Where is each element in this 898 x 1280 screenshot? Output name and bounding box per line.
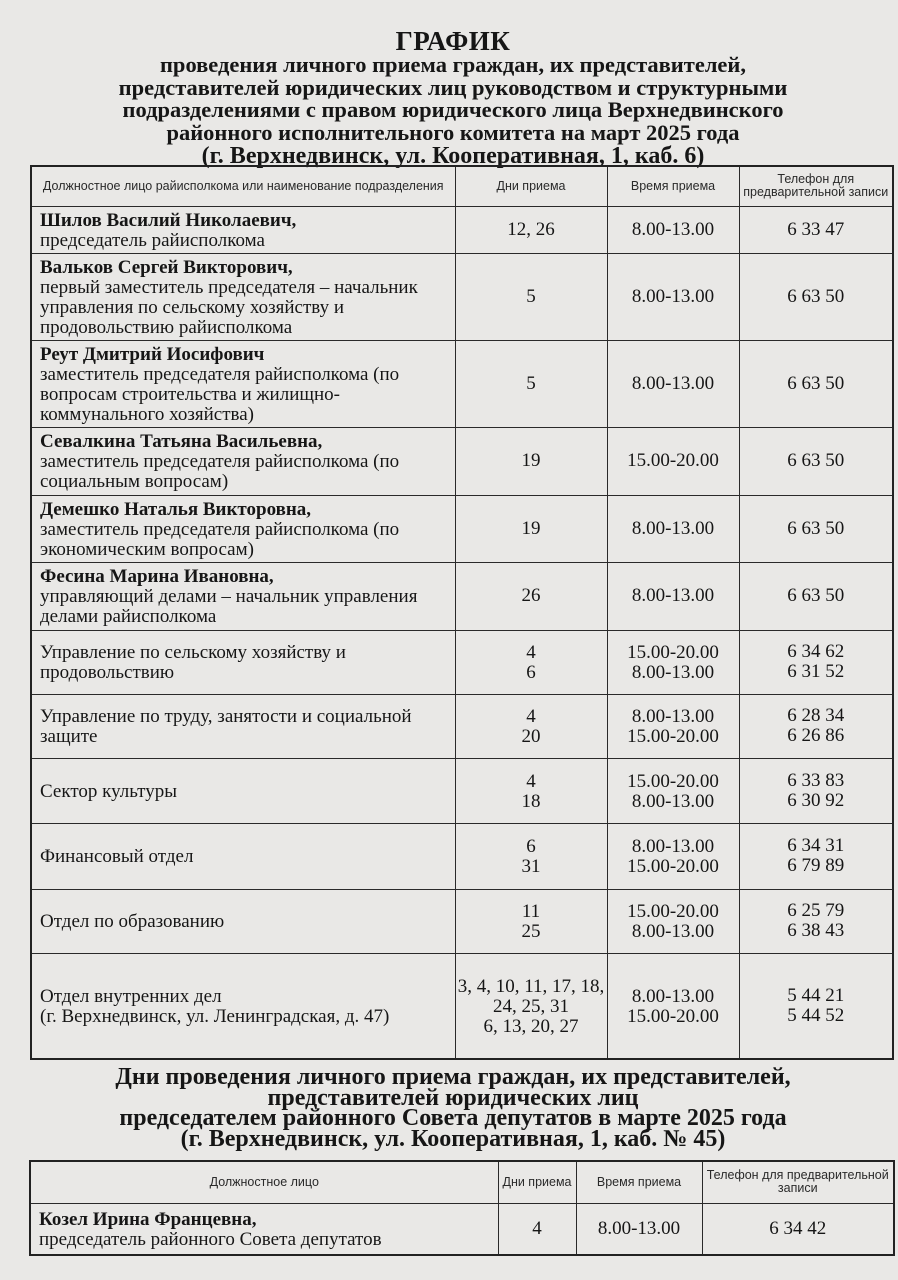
day-second: 25 [521,921,541,942]
person-name: Козел Ирина Францевна, [39,1208,257,1230]
title-line: председателем районного Совета депутатов в марте 2025 года [119,1105,787,1131]
department-row [31,694,893,758]
title-line: представителей юридических лиц [267,1084,639,1111]
table-row [31,206,893,253]
header-days: Дни приема [498,1161,576,1203]
days-cell [455,889,607,953]
days-cell: 5 [455,340,607,427]
phone-first: 6 34 62 [787,641,845,662]
day-first: 11 [521,901,541,922]
days-cell [455,694,607,758]
person-name: Вальков Сергей Викторович, [40,256,293,278]
time-cell: 15.00-20.00 [607,427,739,495]
person-cell [31,562,455,630]
time-first: 15.00-20.00 [627,642,719,663]
phone-first: 6 33 83 [787,769,845,791]
schedule-table [30,165,894,1060]
phone-second: 6 79 89 [787,855,845,876]
department-row [31,953,893,1059]
time-second: 8.00-13.00 [631,921,715,942]
person-cell [30,1203,498,1255]
time-first: 8.00-13.00 [631,706,715,727]
department-name: Управление по сельскому хозяйству и продовольствию [31,630,455,694]
table-row [31,427,893,495]
department-name: Сектор культуры [31,758,455,823]
phone-cell [739,758,893,823]
council-title [22,1064,884,1152]
phone-second: 6 30 92 [787,789,845,811]
table-row [31,562,893,630]
table-row [31,495,893,562]
phone-first: 6 34 31 [787,835,845,856]
time-cell: 8.00-13.00 [607,206,739,253]
person-role: управляющий делами – начальник управления делами райисполкома [40,586,418,627]
title-line: проведения личного приема граждан, их представителей, [159,52,747,77]
header-days: Дни приема [455,166,607,206]
time-second: 8.00-13.00 [631,662,715,683]
person-role: заместитель председателя райисполкома (по вопросам строительства и жилищно-коммунального хозяйства) [40,363,400,425]
person-name: Шилов Василий Николаевич, [40,209,297,231]
day-second: 31 [521,856,541,877]
department-name: Отдел внутренних дел [40,985,222,1007]
person-cell [31,206,455,253]
title-line: подразделениями с правом юридического лица Верхнедвинского [122,97,784,122]
time-cell [607,823,739,889]
schedule-title [22,28,884,168]
time-first: 8.00-13.00 [631,985,715,1007]
header-time: Время приема [576,1161,702,1203]
phone-cell: 6 63 50 [739,495,893,562]
header-time: Время приема [607,166,739,206]
phone-second: 5 44 52 [787,1004,845,1026]
person-role: первый заместитель председателя – начальник управления по сельскому хозяйству и продовольствию райисполкома [40,276,418,338]
department-row [31,889,893,953]
phone-first: 5 44 21 [787,984,845,1006]
title-address: (г. Верхнедвинск, ул. Кооперативная, 1, каб. 6) [201,143,705,169]
time-cell: 8.00-13.00 [607,340,739,427]
phone-second: 6 38 43 [787,920,845,941]
table-row [31,253,893,340]
time-cell: 8.00-13.00 [607,495,739,562]
days-cell [455,953,607,1059]
title-line: представителей юридических лиц руководством и структурными [118,74,788,100]
time-second: 15.00-20.00 [627,726,719,747]
days-cell: 26 [455,562,607,630]
title-address: (г. Верхнедвинск, ул. Кооперативная, 1, каб. № 45) [180,1125,726,1152]
days-second: 6, 13, 20, 27 [483,1015,579,1037]
table-row [31,340,893,427]
time-cell: 8.00-13.00 [576,1203,702,1255]
day-first: 4 [526,642,536,663]
time-cell: 8.00-13.00 [607,253,739,340]
day-second: 18 [521,790,541,812]
header-person: Должностное лицо райисполкома или наименование подразделения [31,166,455,206]
table-header-row [30,1161,894,1203]
department-row [31,758,893,823]
person-cell [31,340,455,427]
days-cell [455,758,607,823]
department-name: Финансовый отдел [31,823,455,889]
person-name: Фесина Марина Ивановна, [40,566,274,587]
phone-cell: 6 63 50 [739,253,893,340]
department-row [31,630,893,694]
time-cell [607,889,739,953]
time-first: 15.00-20.00 [627,770,719,792]
phone-cell: 6 63 50 [739,562,893,630]
person-role: председатель районного Совета депутатов [39,1228,382,1250]
days-cell: 19 [455,427,607,495]
days-cell: 19 [455,495,607,562]
day-first: 4 [526,770,536,792]
time-second: 15.00-20.00 [627,1005,719,1027]
time-first: 15.00-20.00 [627,901,719,922]
person-name: Демешко Наталья Викторовна, [40,498,312,520]
table-header-row [31,166,893,206]
days-cell: 4 [498,1203,576,1255]
days-cell: 12, 26 [455,206,607,253]
title-line: районного исполнительного комитета на март 2025 года [166,119,740,145]
person-cell [31,495,455,562]
department-row [31,823,893,889]
time-first: 8.00-13.00 [631,836,715,857]
person-role: заместитель председателя райисполкома (по социальным вопросам) [40,451,400,492]
time-cell: 8.00-13.00 [607,562,739,630]
phone-first: 6 28 34 [787,705,845,726]
header-person: Должностное лицо [30,1161,498,1203]
department-address: (г. Верхнедвинск, ул. Ленинградская, д. 47) [40,1005,390,1027]
time-cell [607,953,739,1059]
title-heading: ГРАФИК [395,26,511,56]
days-cell: 5 [455,253,607,340]
person-role: заместитель председателя райисполкома (по экономическим вопросам) [40,518,400,560]
department-name: Управление по труду, занятости и социальной защите [31,694,455,758]
time-second: 15.00-20.00 [627,856,719,877]
phone-cell [739,889,893,953]
days-cell [455,630,607,694]
phone-cell: 6 34 42 [702,1203,894,1255]
time-second: 8.00-13.00 [631,790,715,812]
phone-second: 6 31 52 [787,661,845,682]
phone-cell [739,630,893,694]
day-first: 4 [526,706,536,727]
table-row [30,1203,894,1255]
header-phone: Телефон для предварительной записи [702,1161,894,1203]
days-first: 3, 4, 10, 11, 17, 18, 24, 25, 31 [457,975,605,1017]
person-cell [31,427,455,495]
day-first: 6 [526,836,536,857]
person-name: Реут Дмитрий Иосифович [40,343,265,365]
person-name: Севалкина Татьяна Васильевна, [40,431,323,452]
day-second: 20 [521,726,541,747]
days-cell [455,823,607,889]
phone-cell [739,694,893,758]
header-phone: Телефон для предварительной записи [739,166,893,206]
phone-second: 6 26 86 [787,725,845,746]
day-second: 6 [526,662,536,683]
phone-cell [739,823,893,889]
phone-first: 6 25 79 [787,900,845,921]
person-role: председатель райисполкома [40,229,265,251]
phone-cell: 6 63 50 [739,340,893,427]
department-cell [31,953,455,1059]
time-cell [607,758,739,823]
council-table [29,1160,895,1256]
person-cell [31,253,455,340]
phone-cell [739,953,893,1059]
phone-cell: 6 63 50 [739,427,893,495]
title-line: Дни проведения личного приема граждан, их представителей, [115,1064,791,1090]
time-cell [607,694,739,758]
phone-cell: 6 33 47 [739,206,893,253]
department-name: Отдел по образованию [31,889,455,953]
time-cell [607,630,739,694]
